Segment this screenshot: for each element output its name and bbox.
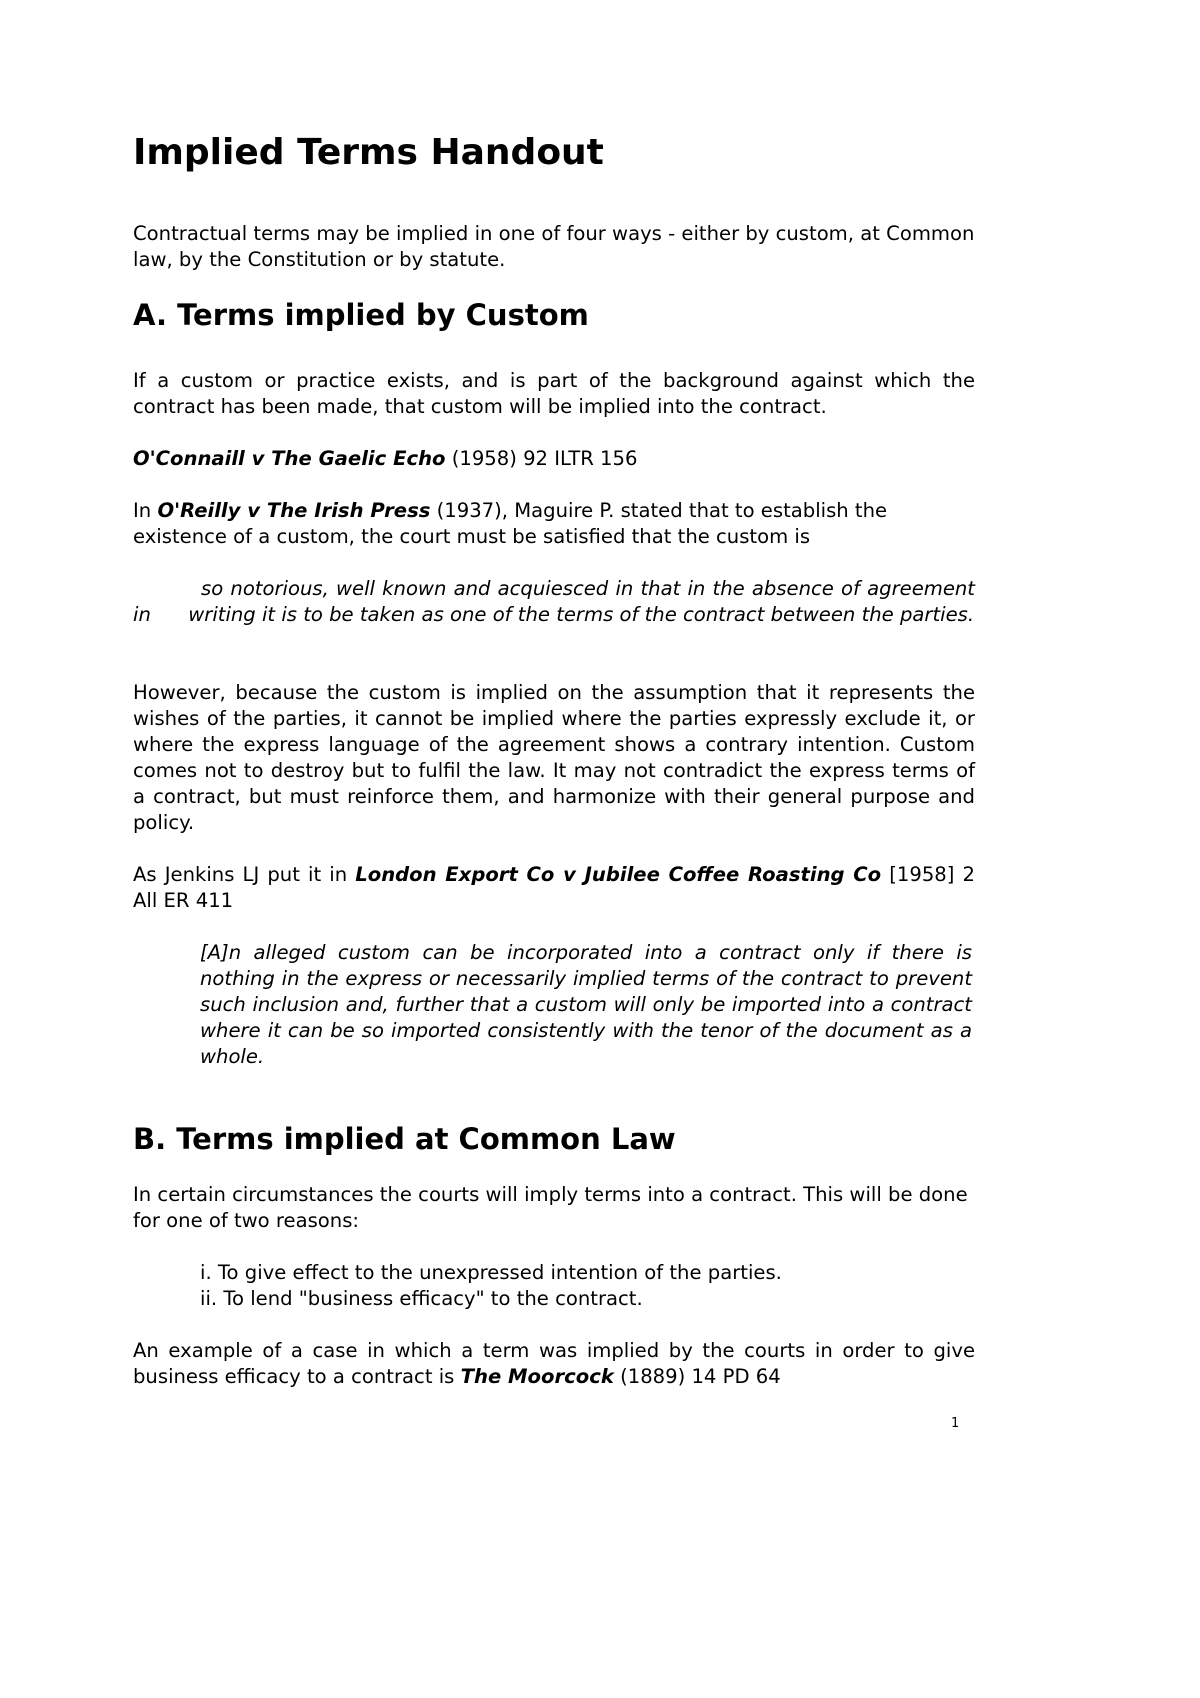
section-a-paragraph-3: However, because the custom is implied on the assumption that it represents the wishes of the parties, it cannot be implied where the parties expressly exclude it, or where the express language of the agreement shows a contrary intention. Custom comes not to destroy but to fulfil the law. It may not contradict the express terms of a contract, but must reinforce them, and harmonize with their general purpose and policy. bbox=[133, 681, 975, 834]
text: [1958] 2 All ER 411 bbox=[133, 863, 975, 912]
page-number: 1 bbox=[951, 1416, 960, 1431]
section-a-paragraph-4 bbox=[133, 862, 975, 914]
section-a-heading: A. Terms implied by Custom bbox=[133, 298, 589, 332]
case-name: London Export Co v Jubilee Coffee Roasting Co bbox=[355, 863, 882, 886]
section-b-heading: B. Terms implied at Common Law bbox=[133, 1122, 676, 1156]
section-b-paragraph-1: In certain circumstances the courts will imply terms into a contract. This will be done for one of two reasons: bbox=[133, 1183, 968, 1232]
text: (1889) 14 PD 64 bbox=[613, 1365, 781, 1388]
quote-block-1: so notorious, well known and acquiesced in that in the absence of agreement in writing it is to be taken as one of the terms of the contract between the parties. bbox=[133, 577, 975, 626]
reasons-list bbox=[200, 1260, 782, 1312]
page-title: Implied Terms Handout bbox=[133, 132, 604, 173]
intro-paragraph: Contractual terms may be implied in one of four ways - either by custom, at Common law, by the Constitution or by statute. bbox=[133, 222, 975, 271]
section-a-paragraph-2 bbox=[133, 498, 975, 550]
list-item: ii. To lend "business efficacy" to the contract. bbox=[200, 1287, 643, 1310]
case-name: The Moorcock bbox=[460, 1365, 614, 1388]
list-item: i. To give effect to the unexpressed intention of the parties. bbox=[200, 1261, 782, 1284]
text: An example of a case in which a term was implied by the courts in order to give business efficacy to a contract is bbox=[133, 1339, 975, 1388]
case-cite: (1958) 92 ILTR 156 bbox=[445, 447, 638, 470]
quote-block-2: [A]n alleged custom can be incorporated into a contract only if there is nothing in the express or necessarily implied terms of the contract to prevent such inclusion and, further that a custom will only be imported into a contract where it can be so imported consistently with the tenor of the document as a whole. bbox=[200, 941, 972, 1068]
text: As Jenkins LJ put it in bbox=[133, 863, 356, 886]
section-a-paragraph-1: If a custom or practice exists, and is part of the background against which the contract has been made, that custom will be implied into the contract. bbox=[133, 369, 975, 418]
text: (1937), Maguire P. stated that to establish the existence of a custom, the court must be satisfied that the custom is bbox=[133, 499, 888, 548]
case-name: O'Reilly v The Irish Press bbox=[157, 499, 431, 522]
section-b-paragraph-2 bbox=[133, 1338, 975, 1390]
case-citation bbox=[133, 446, 975, 472]
case-name: O'Connaill v The Gaelic Echo bbox=[133, 447, 446, 470]
text: In bbox=[133, 499, 158, 522]
